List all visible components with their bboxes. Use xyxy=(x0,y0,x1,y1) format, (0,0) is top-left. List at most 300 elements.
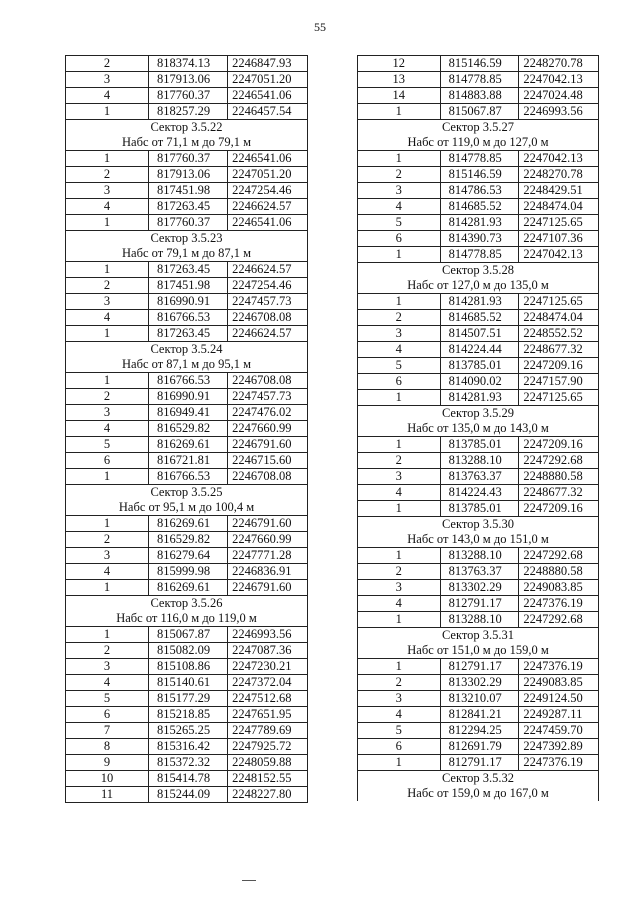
point-number-cell: 2 xyxy=(66,167,149,183)
coordinate-row xyxy=(358,390,599,406)
coordinate-row xyxy=(358,231,599,247)
coordinate-row xyxy=(358,294,599,310)
coordinate-row xyxy=(66,56,308,72)
coordinate-row xyxy=(358,723,599,739)
coordinate-row xyxy=(66,326,308,342)
coordinate-row xyxy=(66,389,308,405)
x-coordinate-cell: 815999.98 xyxy=(148,564,227,580)
point-number-cell: 1 xyxy=(66,580,149,596)
point-number-cell: 1 xyxy=(66,469,149,485)
point-number-cell: 2 xyxy=(358,167,441,183)
x-coordinate-cell: 817263.45 xyxy=(148,199,227,215)
y-coordinate-cell: 2247376.19 xyxy=(519,596,599,612)
y-coordinate-cell: 2247376.19 xyxy=(519,755,599,771)
x-coordinate-cell: 813763.37 xyxy=(440,564,519,580)
y-coordinate-cell: 2247771.28 xyxy=(228,548,308,564)
coordinate-row xyxy=(66,199,308,215)
x-coordinate-cell: 812791.17 xyxy=(440,755,519,771)
sector-range-row xyxy=(66,357,308,373)
point-number-cell: 5 xyxy=(66,691,149,707)
point-number-cell: 1 xyxy=(358,390,441,406)
coordinate-row xyxy=(66,72,308,88)
point-number-cell: 1 xyxy=(358,247,441,263)
point-number-cell: 2 xyxy=(358,310,441,326)
y-coordinate-cell: 2247087.36 xyxy=(228,643,308,659)
point-number-cell: 2 xyxy=(358,453,441,469)
x-coordinate-cell: 815140.61 xyxy=(148,675,227,691)
x-coordinate-cell: 812791.17 xyxy=(440,659,519,675)
x-coordinate-cell: 814281.93 xyxy=(440,215,519,231)
sector-range-row xyxy=(358,278,599,294)
point-number-cell: 4 xyxy=(358,342,441,358)
y-coordinate-cell: 2248880.58 xyxy=(519,564,599,580)
y-coordinate-cell: 2246847.93 xyxy=(228,56,308,72)
point-number-cell: 1 xyxy=(358,501,441,517)
point-number-cell: 4 xyxy=(66,88,149,104)
x-coordinate-cell: 812841.21 xyxy=(440,707,519,723)
coordinate-row xyxy=(358,151,599,167)
point-number-cell: 1 xyxy=(66,104,149,120)
point-number-cell: 5 xyxy=(358,358,441,374)
coordinate-row xyxy=(358,104,599,120)
coordinate-row xyxy=(358,310,599,326)
x-coordinate-cell: 816279.64 xyxy=(148,548,227,564)
coordinate-row xyxy=(358,485,599,501)
coordinate-row xyxy=(358,564,599,580)
point-number-cell: 5 xyxy=(358,215,441,231)
coordinate-row xyxy=(358,342,599,358)
point-number-cell: 4 xyxy=(66,310,149,326)
x-coordinate-cell: 812791.17 xyxy=(440,596,519,612)
x-coordinate-cell: 817913.06 xyxy=(148,167,227,183)
y-coordinate-cell: 2247125.65 xyxy=(519,294,599,310)
sector-title-row xyxy=(358,628,599,644)
x-coordinate-cell: 814224.44 xyxy=(440,342,519,358)
x-coordinate-cell: 816990.91 xyxy=(148,294,227,310)
point-number-cell: 1 xyxy=(66,262,149,278)
coordinate-row xyxy=(66,167,308,183)
y-coordinate-cell: 2246541.06 xyxy=(228,215,308,231)
x-coordinate-cell: 813288.10 xyxy=(440,548,519,564)
y-coordinate-cell: 2248677.32 xyxy=(519,342,599,358)
sector-height-range: Набс от 87,1 м до 95,1 м xyxy=(66,357,308,373)
point-number-cell: 2 xyxy=(66,56,149,72)
x-coordinate-cell: 814281.93 xyxy=(440,390,519,406)
x-coordinate-cell: 814778.85 xyxy=(440,72,519,88)
x-coordinate-cell: 814507.51 xyxy=(440,326,519,342)
x-coordinate-cell: 816766.53 xyxy=(148,373,227,389)
x-coordinate-cell: 814883.88 xyxy=(440,88,519,104)
point-number-cell: 1 xyxy=(66,516,149,532)
sector-title-row xyxy=(358,406,599,422)
x-coordinate-cell: 816529.82 xyxy=(148,532,227,548)
coordinate-row xyxy=(358,183,599,199)
x-coordinate-cell: 818257.29 xyxy=(148,104,227,120)
y-coordinate-cell: 2247292.68 xyxy=(519,453,599,469)
x-coordinate-cell: 813763.37 xyxy=(440,469,519,485)
x-coordinate-cell: 817451.98 xyxy=(148,183,227,199)
coordinate-row xyxy=(358,548,599,564)
left-table-body xyxy=(66,56,308,803)
coordinate-row xyxy=(358,437,599,453)
point-number-cell: 3 xyxy=(358,580,441,596)
sector-range-row xyxy=(358,643,599,659)
coordinate-row xyxy=(358,691,599,707)
x-coordinate-cell: 815146.59 xyxy=(440,167,519,183)
sector-title-row xyxy=(66,120,308,136)
coordinate-row xyxy=(358,675,599,691)
coordinate-row xyxy=(358,326,599,342)
y-coordinate-cell: 2248270.78 xyxy=(519,56,599,72)
point-number-cell: 1 xyxy=(358,548,441,564)
right-table-body xyxy=(358,56,599,802)
y-coordinate-cell: 2247457.73 xyxy=(228,294,308,310)
x-coordinate-cell: 816269.61 xyxy=(148,580,227,596)
y-coordinate-cell: 2247125.65 xyxy=(519,390,599,406)
coordinate-row xyxy=(66,151,308,167)
sector-title: Сектор 3.5.24 xyxy=(66,342,308,358)
sector-title: Сектор 3.5.23 xyxy=(66,231,308,247)
point-number-cell: 1 xyxy=(358,151,441,167)
point-number-cell: 4 xyxy=(358,707,441,723)
x-coordinate-cell: 815177.29 xyxy=(148,691,227,707)
x-coordinate-cell: 816269.61 xyxy=(148,516,227,532)
coordinate-row xyxy=(358,374,599,390)
point-number-cell: 1 xyxy=(358,659,441,675)
coordinate-row xyxy=(358,755,599,771)
sector-range-row xyxy=(66,611,308,627)
sector-height-range: Набс от 79,1 м до 87,1 м xyxy=(66,246,308,262)
sector-title: Сектор 3.5.22 xyxy=(66,120,308,136)
x-coordinate-cell: 815067.87 xyxy=(148,627,227,643)
y-coordinate-cell: 2247512.68 xyxy=(228,691,308,707)
coordinate-row xyxy=(66,739,308,755)
coordinate-row xyxy=(66,373,308,389)
point-number-cell: 4 xyxy=(66,564,149,580)
y-coordinate-cell: 2248227.80 xyxy=(228,787,308,803)
y-coordinate-cell: 2247476.02 xyxy=(228,405,308,421)
coordinate-row xyxy=(358,247,599,263)
coordinate-row xyxy=(358,707,599,723)
x-coordinate-cell: 814224.43 xyxy=(440,485,519,501)
y-coordinate-cell: 2246993.56 xyxy=(228,627,308,643)
y-coordinate-cell: 2247292.68 xyxy=(519,612,599,628)
point-number-cell: 4 xyxy=(66,199,149,215)
point-number-cell: 1 xyxy=(66,151,149,167)
sector-title-row xyxy=(358,771,599,787)
y-coordinate-cell: 2248429.51 xyxy=(519,183,599,199)
y-coordinate-cell: 2247651.95 xyxy=(228,707,308,723)
y-coordinate-cell: 2246715.60 xyxy=(228,453,308,469)
y-coordinate-cell: 2247125.65 xyxy=(519,215,599,231)
x-coordinate-cell: 815108.86 xyxy=(148,659,227,675)
sector-title: Сектор 3.5.27 xyxy=(358,120,599,136)
coordinate-row xyxy=(66,183,308,199)
coordinate-row xyxy=(66,469,308,485)
x-coordinate-cell: 812294.25 xyxy=(440,723,519,739)
y-coordinate-cell: 2246708.08 xyxy=(228,310,308,326)
coordinate-row xyxy=(66,659,308,675)
y-coordinate-cell: 2248152.55 xyxy=(228,771,308,787)
x-coordinate-cell: 815067.87 xyxy=(440,104,519,120)
sector-range-row xyxy=(358,786,599,801)
sector-range-row xyxy=(358,532,599,548)
y-coordinate-cell: 2247789.69 xyxy=(228,723,308,739)
y-coordinate-cell: 2246457.54 xyxy=(228,104,308,120)
y-coordinate-cell: 2247051.20 xyxy=(228,167,308,183)
point-number-cell: 12 xyxy=(358,56,441,72)
x-coordinate-cell: 818374.13 xyxy=(148,56,227,72)
x-coordinate-cell: 815316.42 xyxy=(148,739,227,755)
coordinate-row xyxy=(66,787,308,803)
y-coordinate-cell: 2246541.06 xyxy=(228,151,308,167)
y-coordinate-cell: 2246624.57 xyxy=(228,199,308,215)
y-coordinate-cell: 2246791.60 xyxy=(228,516,308,532)
x-coordinate-cell: 814778.85 xyxy=(440,247,519,263)
point-number-cell: 3 xyxy=(66,72,149,88)
x-coordinate-cell: 815146.59 xyxy=(440,56,519,72)
sector-title-row xyxy=(358,120,599,136)
x-coordinate-cell: 814778.85 xyxy=(440,151,519,167)
y-coordinate-cell: 2247209.16 xyxy=(519,358,599,374)
y-coordinate-cell: 2247051.20 xyxy=(228,72,308,88)
sector-title: Сектор 3.5.29 xyxy=(358,406,599,422)
coordinate-row xyxy=(66,627,308,643)
y-coordinate-cell: 2249287.11 xyxy=(519,707,599,723)
y-coordinate-cell: 2246993.56 xyxy=(519,104,599,120)
coordinate-row xyxy=(358,659,599,675)
point-number-cell: 4 xyxy=(66,675,149,691)
coordinate-row xyxy=(66,675,308,691)
y-coordinate-cell: 2247660.99 xyxy=(228,532,308,548)
y-coordinate-cell: 2246624.57 xyxy=(228,262,308,278)
y-coordinate-cell: 2247209.16 xyxy=(519,501,599,517)
y-coordinate-cell: 2247925.72 xyxy=(228,739,308,755)
x-coordinate-cell: 815265.25 xyxy=(148,723,227,739)
point-number-cell: 6 xyxy=(66,707,149,723)
x-coordinate-cell: 815244.09 xyxy=(148,787,227,803)
x-coordinate-cell: 815218.85 xyxy=(148,707,227,723)
y-coordinate-cell: 2249083.85 xyxy=(519,675,599,691)
y-coordinate-cell: 2248880.58 xyxy=(519,469,599,485)
point-number-cell: 3 xyxy=(358,691,441,707)
y-coordinate-cell: 2246708.08 xyxy=(228,373,308,389)
coordinate-row xyxy=(358,580,599,596)
y-coordinate-cell: 2247392.89 xyxy=(519,739,599,755)
coordinate-row xyxy=(66,643,308,659)
x-coordinate-cell: 813288.10 xyxy=(440,453,519,469)
y-coordinate-cell: 2247024.48 xyxy=(519,88,599,104)
point-number-cell: 6 xyxy=(358,231,441,247)
point-number-cell: 1 xyxy=(358,437,441,453)
coordinate-row xyxy=(66,453,308,469)
coordinate-row xyxy=(66,548,308,564)
y-coordinate-cell: 2247107.36 xyxy=(519,231,599,247)
y-coordinate-cell: 2248270.78 xyxy=(519,167,599,183)
coordinate-row xyxy=(66,88,308,104)
x-coordinate-cell: 814090.02 xyxy=(440,374,519,390)
coordinate-row xyxy=(66,104,308,120)
x-coordinate-cell: 816529.82 xyxy=(148,421,227,437)
x-coordinate-cell: 814685.52 xyxy=(440,199,519,215)
sector-height-range: Набс от 143,0 м до 151,0 м xyxy=(358,532,599,548)
point-number-cell: 3 xyxy=(66,548,149,564)
x-coordinate-cell: 817760.37 xyxy=(148,88,227,104)
point-number-cell: 3 xyxy=(66,405,149,421)
x-coordinate-cell: 814685.52 xyxy=(440,310,519,326)
point-number-cell: 6 xyxy=(66,453,149,469)
sector-title: Сектор 3.5.32 xyxy=(358,771,599,787)
sector-title: Сектор 3.5.26 xyxy=(66,596,308,612)
point-number-cell: 4 xyxy=(358,596,441,612)
sector-title-row xyxy=(66,231,308,247)
sector-range-row xyxy=(66,246,308,262)
sector-title: Сектор 3.5.25 xyxy=(66,485,308,501)
sector-title-row xyxy=(66,485,308,501)
coordinate-row xyxy=(358,596,599,612)
x-coordinate-cell: 812691.79 xyxy=(440,739,519,755)
x-coordinate-cell: 813302.29 xyxy=(440,580,519,596)
y-coordinate-cell: 2247457.73 xyxy=(228,389,308,405)
point-number-cell: 2 xyxy=(66,389,149,405)
point-number-cell: 6 xyxy=(358,739,441,755)
point-number-cell: 3 xyxy=(358,326,441,342)
y-coordinate-cell: 2247459.70 xyxy=(519,723,599,739)
coordinate-row xyxy=(66,564,308,580)
x-coordinate-cell: 816766.53 xyxy=(148,469,227,485)
point-number-cell: 1 xyxy=(358,755,441,771)
point-number-cell: 2 xyxy=(358,564,441,580)
point-number-cell: 2 xyxy=(358,675,441,691)
coordinate-row xyxy=(358,739,599,755)
point-number-cell: 5 xyxy=(66,437,149,453)
sector-height-range: Набс от 135,0 м до 143,0 м xyxy=(358,421,599,437)
point-number-cell: 1 xyxy=(66,627,149,643)
x-coordinate-cell: 816990.91 xyxy=(148,389,227,405)
x-coordinate-cell: 817263.45 xyxy=(148,262,227,278)
x-coordinate-cell: 817760.37 xyxy=(148,151,227,167)
point-number-cell: 3 xyxy=(66,183,149,199)
point-number-cell: 1 xyxy=(66,326,149,342)
x-coordinate-cell: 816766.53 xyxy=(148,310,227,326)
point-number-cell: 10 xyxy=(66,771,149,787)
y-coordinate-cell: 2246791.60 xyxy=(228,437,308,453)
point-number-cell: 5 xyxy=(358,723,441,739)
sector-title-row xyxy=(66,342,308,358)
x-coordinate-cell: 816269.61 xyxy=(148,437,227,453)
point-number-cell: 4 xyxy=(358,485,441,501)
sector-range-row xyxy=(66,135,308,151)
coordinate-row xyxy=(358,501,599,517)
coordinate-row xyxy=(66,691,308,707)
point-number-cell: 3 xyxy=(66,294,149,310)
right-coordinates-column xyxy=(357,55,599,801)
y-coordinate-cell: 2248059.88 xyxy=(228,755,308,771)
coordinate-row xyxy=(66,294,308,310)
sector-title: Сектор 3.5.30 xyxy=(358,517,599,533)
sector-range-row xyxy=(358,135,599,151)
y-coordinate-cell: 2247042.13 xyxy=(519,151,599,167)
x-coordinate-cell: 813302.29 xyxy=(440,675,519,691)
coordinate-row xyxy=(66,532,308,548)
point-number-cell: 2 xyxy=(66,643,149,659)
sector-height-range: Набс от 127,0 м до 135,0 м xyxy=(358,278,599,294)
sector-height-range: Набс от 119,0 м до 127,0 м xyxy=(358,135,599,151)
coordinate-row xyxy=(358,215,599,231)
sector-height-range: Набс от 71,1 м до 79,1 м xyxy=(66,135,308,151)
sector-range-row xyxy=(358,421,599,437)
point-number-cell: 2 xyxy=(66,278,149,294)
point-number-cell: 1 xyxy=(66,215,149,231)
y-coordinate-cell: 2249083.85 xyxy=(519,580,599,596)
y-coordinate-cell: 2247292.68 xyxy=(519,548,599,564)
coordinate-row xyxy=(66,723,308,739)
x-coordinate-cell: 814786.53 xyxy=(440,183,519,199)
sector-range-row xyxy=(66,500,308,516)
x-coordinate-cell: 815372.32 xyxy=(148,755,227,771)
point-number-cell: 1 xyxy=(358,294,441,310)
y-coordinate-cell: 2248474.04 xyxy=(519,310,599,326)
y-coordinate-cell: 2246791.60 xyxy=(228,580,308,596)
point-number-cell: 14 xyxy=(358,88,441,104)
coordinate-row xyxy=(66,278,308,294)
x-coordinate-cell: 813288.10 xyxy=(440,612,519,628)
coordinate-row xyxy=(66,755,308,771)
coordinate-row xyxy=(358,612,599,628)
scan-mark xyxy=(242,880,256,881)
y-coordinate-cell: 2246836.91 xyxy=(228,564,308,580)
coordinate-row xyxy=(358,88,599,104)
sector-height-range: Набс от 116,0 м до 119,0 м xyxy=(66,611,308,627)
coordinate-row xyxy=(66,771,308,787)
coordinate-row xyxy=(358,358,599,374)
sector-title: Сектор 3.5.31 xyxy=(358,628,599,644)
x-coordinate-cell: 815414.78 xyxy=(148,771,227,787)
point-number-cell: 3 xyxy=(358,183,441,199)
point-number-cell: 1 xyxy=(358,104,441,120)
x-coordinate-cell: 817451.98 xyxy=(148,278,227,294)
y-coordinate-cell: 2247157.90 xyxy=(519,374,599,390)
sector-title-row xyxy=(358,517,599,533)
y-coordinate-cell: 2249124.50 xyxy=(519,691,599,707)
coordinate-row xyxy=(66,262,308,278)
y-coordinate-cell: 2247254.46 xyxy=(228,278,308,294)
y-coordinate-cell: 2246624.57 xyxy=(228,326,308,342)
y-coordinate-cell: 2247372.04 xyxy=(228,675,308,691)
y-coordinate-cell: 2247254.46 xyxy=(228,183,308,199)
x-coordinate-cell: 814281.93 xyxy=(440,294,519,310)
x-coordinate-cell: 813785.01 xyxy=(440,358,519,374)
sector-height-range: Набс от 159,0 м до 167,0 м xyxy=(358,786,599,801)
sector-title-row xyxy=(66,596,308,612)
point-number-cell: 3 xyxy=(358,469,441,485)
y-coordinate-cell: 2248552.52 xyxy=(519,326,599,342)
x-coordinate-cell: 816949.41 xyxy=(148,405,227,421)
sector-height-range: Набс от 151,0 м до 159,0 м xyxy=(358,643,599,659)
coordinate-row xyxy=(66,707,308,723)
y-coordinate-cell: 2247042.13 xyxy=(519,72,599,88)
point-number-cell: 3 xyxy=(66,659,149,675)
coordinate-row xyxy=(66,516,308,532)
y-coordinate-cell: 2247230.21 xyxy=(228,659,308,675)
y-coordinate-cell: 2246708.08 xyxy=(228,469,308,485)
left-coordinates-column xyxy=(65,55,308,803)
point-number-cell: 8 xyxy=(66,739,149,755)
point-number-cell: 2 xyxy=(66,532,149,548)
x-coordinate-cell: 816721.81 xyxy=(148,453,227,469)
y-coordinate-cell: 2247660.99 xyxy=(228,421,308,437)
point-number-cell: 7 xyxy=(66,723,149,739)
